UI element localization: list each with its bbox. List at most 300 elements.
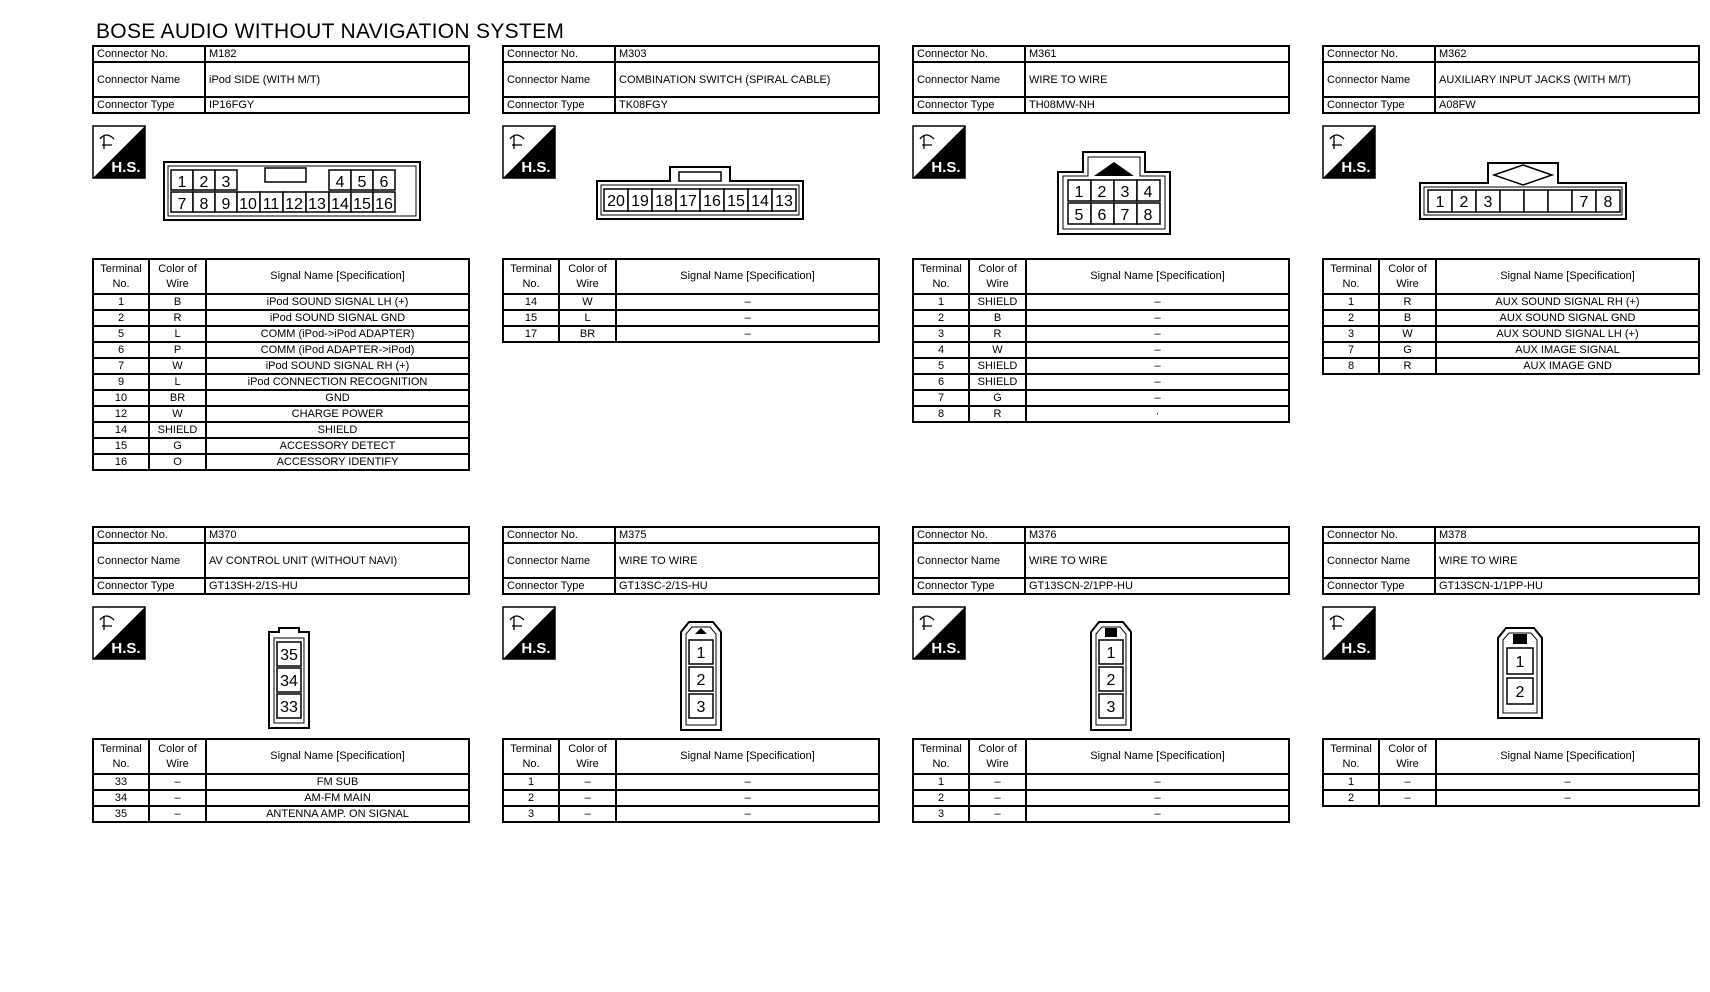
connector-no-value: M370 <box>205 527 469 543</box>
pin-label: 5 <box>357 174 367 191</box>
table-row <box>93 438 469 454</box>
pin-label: 4 <box>1143 184 1153 201</box>
wire-color-cell: – <box>149 774 206 790</box>
connector-panel-m378 <box>1322 526 1700 816</box>
terminal-no-cell: 2 <box>913 310 969 326</box>
wire-color-cell: W <box>969 342 1026 358</box>
terminal-no-cell: 1 <box>93 294 149 310</box>
wire-color-cell: SHIELD <box>969 358 1026 374</box>
terminal-no-cell: 1 <box>913 774 969 790</box>
table-row <box>93 374 469 390</box>
pin-label: 35 <box>280 647 298 664</box>
connector-type-label: Connector Type <box>913 97 1025 113</box>
connector-face-m361 <box>1056 150 1172 236</box>
connector-no-label: Connector No. <box>1323 46 1435 62</box>
wire-color-cell: – <box>969 774 1026 790</box>
color-of-wire-header: Color of Wire <box>559 739 616 774</box>
signal-name-cell: – <box>1026 326 1289 342</box>
connector-name-label: Connector Name <box>93 62 205 97</box>
signal-name-header: Signal Name [Specification] <box>206 259 469 294</box>
connector-header <box>92 45 470 114</box>
connector-panel-m376 <box>912 526 1290 836</box>
table-row <box>93 294 469 310</box>
signal-name-cell: – <box>1026 790 1289 806</box>
hs-label: H.S. <box>1341 159 1371 176</box>
table-row <box>93 342 469 358</box>
pin-label: 2 <box>199 174 209 191</box>
connector-type-value: GT13SCN-2/1PP-HU <box>1025 578 1289 594</box>
hs-harness-side-icon <box>502 606 556 660</box>
wire-color-cell: P <box>149 342 206 358</box>
table-row <box>1323 326 1699 342</box>
signal-name-header: Signal Name [Specification] <box>1026 259 1289 294</box>
connector-name-value: WIRE TO WIRE <box>1435 543 1699 578</box>
terminal-no-cell: 3 <box>913 326 969 342</box>
connector-face-m375 <box>677 620 725 732</box>
connector-name-value: COMBINATION SWITCH (SPIRAL CABLE) <box>615 62 879 97</box>
pin-label: 20 <box>607 193 625 210</box>
pin-label: 6 <box>379 174 389 191</box>
connector-type-label: Connector Type <box>1323 578 1435 594</box>
pin-label: 9 <box>221 196 231 213</box>
table-row <box>503 326 879 342</box>
table-row <box>93 358 469 374</box>
color-of-wire-header: Color of Wire <box>559 259 616 294</box>
terminal-no-cell: 2 <box>1323 790 1379 806</box>
connector-type-label: Connector Type <box>93 578 205 594</box>
wire-color-cell: SHIELD <box>969 294 1026 310</box>
connector-no-label: Connector No. <box>503 46 615 62</box>
table-row <box>913 374 1289 390</box>
connector-face-m182 <box>162 160 422 222</box>
signal-name-cell: AUX SOUND SIGNAL LH (+) <box>1436 326 1699 342</box>
signal-name-cell: ANTENNA AMP. ON SIGNAL <box>206 806 469 822</box>
signal-name-cell: – <box>1026 390 1289 406</box>
table-row <box>1323 310 1699 326</box>
terminal-no-cell: 16 <box>93 454 149 470</box>
signal-name-cell: – <box>1026 358 1289 374</box>
connector-name-label: Connector Name <box>1323 543 1435 578</box>
pins-row <box>604 189 796 211</box>
color-of-wire-header: Color of Wire <box>149 739 206 774</box>
signal-name-cell: AUX SOUND SIGNAL GND <box>1436 310 1699 326</box>
wire-color-cell: B <box>1379 310 1436 326</box>
pin-label: 33 <box>280 699 298 716</box>
terminal-no-header: Terminal No. <box>913 259 969 294</box>
terminal-no-cell: 5 <box>913 358 969 374</box>
hs-harness-side-icon <box>502 125 556 179</box>
connector-header <box>912 526 1290 595</box>
signal-name-cell: ACCESSORY DETECT <box>206 438 469 454</box>
terminal-no-cell: 3 <box>913 806 969 822</box>
terminal-no-header: Terminal No. <box>503 259 559 294</box>
connector-no-value: M361 <box>1025 46 1289 62</box>
table-row <box>93 774 469 790</box>
connector-type-label: Connector Type <box>93 97 205 113</box>
connector-name-label: Connector Name <box>503 543 615 578</box>
pin-label: 7 <box>1579 194 1589 211</box>
connector-name-label: Connector Name <box>503 62 615 97</box>
table-row <box>93 310 469 326</box>
connector-header <box>912 45 1290 114</box>
wire-color-cell: W <box>149 358 206 374</box>
wire-color-cell: – <box>149 790 206 806</box>
pin-label: 3 <box>1106 699 1116 716</box>
hs-label: H.S. <box>521 640 551 657</box>
hs-label: H.S. <box>521 159 551 176</box>
signal-table <box>502 738 880 823</box>
signal-name-cell: iPod CONNECTION RECOGNITION <box>206 374 469 390</box>
connector-no-label: Connector No. <box>913 46 1025 62</box>
table-row <box>93 406 469 422</box>
hs-harness-side-icon <box>1322 606 1376 660</box>
table-row <box>1323 774 1699 790</box>
terminal-no-cell: 1 <box>1323 774 1379 790</box>
pin-label: 3 <box>221 174 231 191</box>
table-row <box>93 790 469 806</box>
signal-name-cell: GND <box>206 390 469 406</box>
terminal-no-cell: 10 <box>93 390 149 406</box>
pin-label: 16 <box>375 196 393 213</box>
pin-label: 2 <box>1515 684 1525 701</box>
terminal-no-cell: 14 <box>503 294 559 310</box>
pin-label: 3 <box>696 699 706 716</box>
connector-name-value: WIRE TO WIRE <box>1025 62 1289 97</box>
connector-type-label: Connector Type <box>503 97 615 113</box>
wire-color-cell: SHIELD <box>149 422 206 438</box>
wire-color-cell: – <box>559 774 616 790</box>
signal-name-cell: CHARGE POWER <box>206 406 469 422</box>
terminal-no-header: Terminal No. <box>503 739 559 774</box>
hs-label: H.S. <box>931 640 961 657</box>
pin-label: 5 <box>1074 207 1084 224</box>
table-row <box>913 806 1289 822</box>
terminal-no-cell: 15 <box>93 438 149 454</box>
pin-label: 1 <box>1515 654 1525 671</box>
connector-face-m378 <box>1494 626 1546 720</box>
table-row <box>913 358 1289 374</box>
signal-name-cell: COMM (iPod->iPod ADAPTER) <box>206 326 469 342</box>
signal-name-cell: SHIELD <box>206 422 469 438</box>
table-row <box>503 790 879 806</box>
signal-name-cell: ACCESSORY IDENTIFY <box>206 454 469 470</box>
terminal-no-header: Terminal No. <box>93 259 149 294</box>
signal-name-cell: AUX IMAGE SIGNAL <box>1436 342 1699 358</box>
wire-color-cell: – <box>559 806 616 822</box>
signal-name-cell: AM-FM MAIN <box>206 790 469 806</box>
connector-header <box>1322 45 1700 114</box>
pin-label: 15 <box>353 196 371 213</box>
connector-name-value: AUXILIARY INPUT JACKS (WITH M/T) <box>1435 62 1699 97</box>
signal-table <box>502 258 880 343</box>
pin-label: 13 <box>308 196 326 213</box>
table-row <box>913 790 1289 806</box>
connector-face-m303 <box>595 165 805 221</box>
wire-color-cell: B <box>149 294 206 310</box>
wire-color-cell: – <box>969 790 1026 806</box>
signal-name-cell: – <box>616 806 879 822</box>
wire-color-cell: W <box>1379 326 1436 342</box>
hs-harness-side-icon <box>92 125 146 179</box>
signal-table <box>1322 738 1700 807</box>
pin-label: 3 <box>1483 194 1493 211</box>
connector-name-value: WIRE TO WIRE <box>615 543 879 578</box>
signal-table <box>92 258 470 471</box>
wire-color-cell: W <box>149 406 206 422</box>
terminal-no-cell: 8 <box>1323 358 1379 374</box>
connector-no-label: Connector No. <box>503 527 615 543</box>
signal-name-header: Signal Name [Specification] <box>616 259 879 294</box>
wire-color-cell: O <box>149 454 206 470</box>
table-row <box>503 294 879 310</box>
table-row <box>503 806 879 822</box>
terminal-no-cell: 1 <box>1323 294 1379 310</box>
wire-color-cell: R <box>1379 294 1436 310</box>
terminal-no-header: Terminal No. <box>1323 259 1379 294</box>
pin-label: 8 <box>1143 207 1153 224</box>
wire-color-cell: – <box>1379 774 1436 790</box>
connector-header <box>92 526 470 595</box>
signal-name-cell: iPod SOUND SIGNAL RH (+) <box>206 358 469 374</box>
terminal-no-cell: 9 <box>93 374 149 390</box>
signal-name-header: Signal Name [Specification] <box>206 739 469 774</box>
connector-type-value: GT13SCN-1/1PP-HU <box>1435 578 1699 594</box>
terminal-no-cell: 5 <box>93 326 149 342</box>
connector-header <box>502 526 880 595</box>
hs-label: H.S. <box>111 159 141 176</box>
terminal-no-header: Terminal No. <box>93 739 149 774</box>
wire-color-cell: L <box>149 374 206 390</box>
connector-type-value: GT13SC-2/1S-HU <box>615 578 879 594</box>
pin-label: 1 <box>696 645 706 662</box>
connector-header <box>502 45 880 114</box>
terminal-no-cell: 2 <box>1323 310 1379 326</box>
wire-color-cell: SHIELD <box>969 374 1026 390</box>
pin-label: 11 <box>262 196 280 213</box>
table-row <box>503 774 879 790</box>
connector-no-label: Connector No. <box>1323 527 1435 543</box>
pins-row <box>1428 190 1620 212</box>
connector-name-value: AV CONTROL UNIT (WITHOUT NAVI) <box>205 543 469 578</box>
signal-name-cell: iPod SOUND SIGNAL GND <box>206 310 469 326</box>
wire-color-cell: B <box>969 310 1026 326</box>
pin-label: 4 <box>335 174 345 191</box>
hs-harness-side-icon <box>92 606 146 660</box>
connector-type-label: Connector Type <box>913 578 1025 594</box>
pin-label: 2 <box>696 672 706 689</box>
pin-label: 17 <box>679 193 697 210</box>
signal-name-cell: – <box>1436 790 1699 806</box>
terminal-no-cell: 7 <box>93 358 149 374</box>
table-row <box>503 310 879 326</box>
pin-label: 1 <box>1435 194 1445 211</box>
page-title: BOSE AUDIO WITHOUT NAVIGATION SYSTEM <box>96 20 565 43</box>
connector-no-value: M376 <box>1025 527 1289 543</box>
signal-name-header: Signal Name [Specification] <box>1436 739 1699 774</box>
table-row <box>913 310 1289 326</box>
wire-color-cell: G <box>1379 342 1436 358</box>
connector-panel-m361 <box>912 45 1290 445</box>
wire-color-cell: R <box>149 310 206 326</box>
wire-color-cell: R <box>969 326 1026 342</box>
signal-name-cell: iPod SOUND SIGNAL LH (+) <box>206 294 469 310</box>
color-of-wire-header: Color of Wire <box>969 259 1026 294</box>
pin-label: 19 <box>631 193 649 210</box>
connector-no-value: M182 <box>205 46 469 62</box>
connector-type-value: GT13SH-2/1S-HU <box>205 578 469 594</box>
hs-harness-side-icon <box>1322 125 1376 179</box>
color-of-wire-header: Color of Wire <box>1379 739 1436 774</box>
pin-label: 14 <box>751 193 769 210</box>
terminal-no-cell: 17 <box>503 326 559 342</box>
connector-no-value: M362 <box>1435 46 1699 62</box>
signal-name-cell: FM SUB <box>206 774 469 790</box>
signal-name-cell: – <box>1026 342 1289 358</box>
terminal-no-cell: 12 <box>93 406 149 422</box>
pin-label: 2 <box>1097 184 1107 201</box>
signal-table <box>92 738 470 823</box>
table-row <box>913 326 1289 342</box>
connector-type-label: Connector Type <box>503 578 615 594</box>
terminal-no-cell: 1 <box>913 294 969 310</box>
pin-label: 3 <box>1120 184 1130 201</box>
signal-name-cell: – <box>616 294 879 310</box>
connector-header <box>1322 526 1700 595</box>
connector-name-label: Connector Name <box>913 543 1025 578</box>
signal-name-cell: AUX IMAGE GND <box>1436 358 1699 374</box>
color-of-wire-header: Color of Wire <box>149 259 206 294</box>
connector-panel-m375 <box>502 526 880 836</box>
signal-name-cell: – <box>1436 774 1699 790</box>
table-row <box>93 806 469 822</box>
connector-type-value: A08FW <box>1435 97 1699 113</box>
pins-bottom-row <box>171 192 395 213</box>
connector-name-label: Connector Name <box>1323 62 1435 97</box>
terminal-no-cell: 34 <box>93 790 149 806</box>
connector-panel-m303 <box>502 45 880 365</box>
table-row <box>1323 294 1699 310</box>
pin-label: 10 <box>239 196 257 213</box>
connector-no-value: M375 <box>615 527 879 543</box>
pin-label: 7 <box>1120 207 1130 224</box>
hs-label: H.S. <box>1341 640 1371 657</box>
color-of-wire-header: Color of Wire <box>969 739 1026 774</box>
connector-name-value: WIRE TO WIRE <box>1025 543 1289 578</box>
signal-name-cell: – <box>1026 310 1289 326</box>
connector-no-label: Connector No. <box>913 527 1025 543</box>
signal-name-cell: – <box>1026 806 1289 822</box>
pins-top-row <box>1068 180 1160 201</box>
terminal-no-cell: 3 <box>503 806 559 822</box>
connector-type-value: TH08MW-NH <box>1025 97 1289 113</box>
table-row <box>913 390 1289 406</box>
signal-table <box>912 258 1290 423</box>
table-row <box>93 422 469 438</box>
terminal-no-cell: 2 <box>93 310 149 326</box>
connector-name-label: Connector Name <box>93 543 205 578</box>
pins-bottom-row <box>1068 203 1160 224</box>
connector-no-value: M303 <box>615 46 879 62</box>
connector-no-label: Connector No. <box>93 527 205 543</box>
pin-label: 7 <box>177 196 187 213</box>
table-row <box>1323 342 1699 358</box>
pin-label: 1 <box>1106 645 1116 662</box>
terminal-no-cell: 7 <box>1323 342 1379 358</box>
pin-label: 1 <box>177 174 187 191</box>
connector-no-value: M378 <box>1435 527 1699 543</box>
pin-label: 8 <box>199 196 209 213</box>
signal-table <box>912 738 1290 823</box>
wire-color-cell: R <box>1379 358 1436 374</box>
terminal-no-cell: 2 <box>913 790 969 806</box>
terminal-no-cell: 6 <box>913 374 969 390</box>
terminal-no-cell: 7 <box>913 390 969 406</box>
wire-color-cell: R <box>969 406 1026 422</box>
table-row <box>93 390 469 406</box>
hs-harness-side-icon <box>912 125 966 179</box>
pin-label: 8 <box>1603 194 1613 211</box>
wire-color-cell: – <box>969 806 1026 822</box>
connector-panel-m182 <box>92 45 470 495</box>
pin-label: 15 <box>727 193 745 210</box>
wire-color-cell: – <box>149 806 206 822</box>
pin-label: 34 <box>280 673 298 690</box>
signal-name-cell: – <box>1026 374 1289 390</box>
pin-label: 2 <box>1106 672 1116 689</box>
terminal-no-header: Terminal No. <box>913 739 969 774</box>
connector-type-value: IP16FGY <box>205 97 469 113</box>
connector-name-value: iPod SIDE (WITH M/T) <box>205 62 469 97</box>
hs-label: H.S. <box>111 640 141 657</box>
terminal-no-cell: 8 <box>913 406 969 422</box>
connector-face-m362 <box>1418 161 1628 221</box>
pin-label: 6 <box>1097 207 1107 224</box>
table-row <box>93 454 469 470</box>
terminal-no-cell: 1 <box>503 774 559 790</box>
signal-name-cell: – <box>616 774 879 790</box>
signal-name-header: Signal Name [Specification] <box>616 739 879 774</box>
signal-name-header: Signal Name [Specification] <box>1436 259 1699 294</box>
wire-color-cell: L <box>559 310 616 326</box>
signal-name-cell: – <box>616 310 879 326</box>
wire-color-cell: L <box>149 326 206 342</box>
pin-label: 12 <box>285 196 303 213</box>
pin-label: 14 <box>331 196 349 213</box>
terminal-no-header: Terminal No. <box>1323 739 1379 774</box>
terminal-no-cell: 4 <box>913 342 969 358</box>
terminal-no-cell: 15 <box>503 310 559 326</box>
pin-label: 16 <box>703 193 721 210</box>
wire-color-cell: BR <box>559 326 616 342</box>
terminal-no-cell: 33 <box>93 774 149 790</box>
signal-name-cell: – <box>616 790 879 806</box>
connector-face-m376 <box>1087 620 1135 732</box>
table-row <box>913 774 1289 790</box>
table-row <box>1323 790 1699 806</box>
terminal-no-cell: 14 <box>93 422 149 438</box>
terminal-no-cell: 3 <box>1323 326 1379 342</box>
terminal-no-cell: 6 <box>93 342 149 358</box>
connector-panel-m370 <box>92 526 470 836</box>
connector-panel-m362 <box>1322 45 1700 395</box>
table-row <box>93 326 469 342</box>
signal-name-header: Signal Name [Specification] <box>1026 739 1289 774</box>
pin-label: 1 <box>1074 184 1084 201</box>
connector-type-value: TK08FGY <box>615 97 879 113</box>
hs-label: H.S. <box>931 159 961 176</box>
wire-color-cell: G <box>969 390 1026 406</box>
terminal-no-cell: 2 <box>503 790 559 806</box>
